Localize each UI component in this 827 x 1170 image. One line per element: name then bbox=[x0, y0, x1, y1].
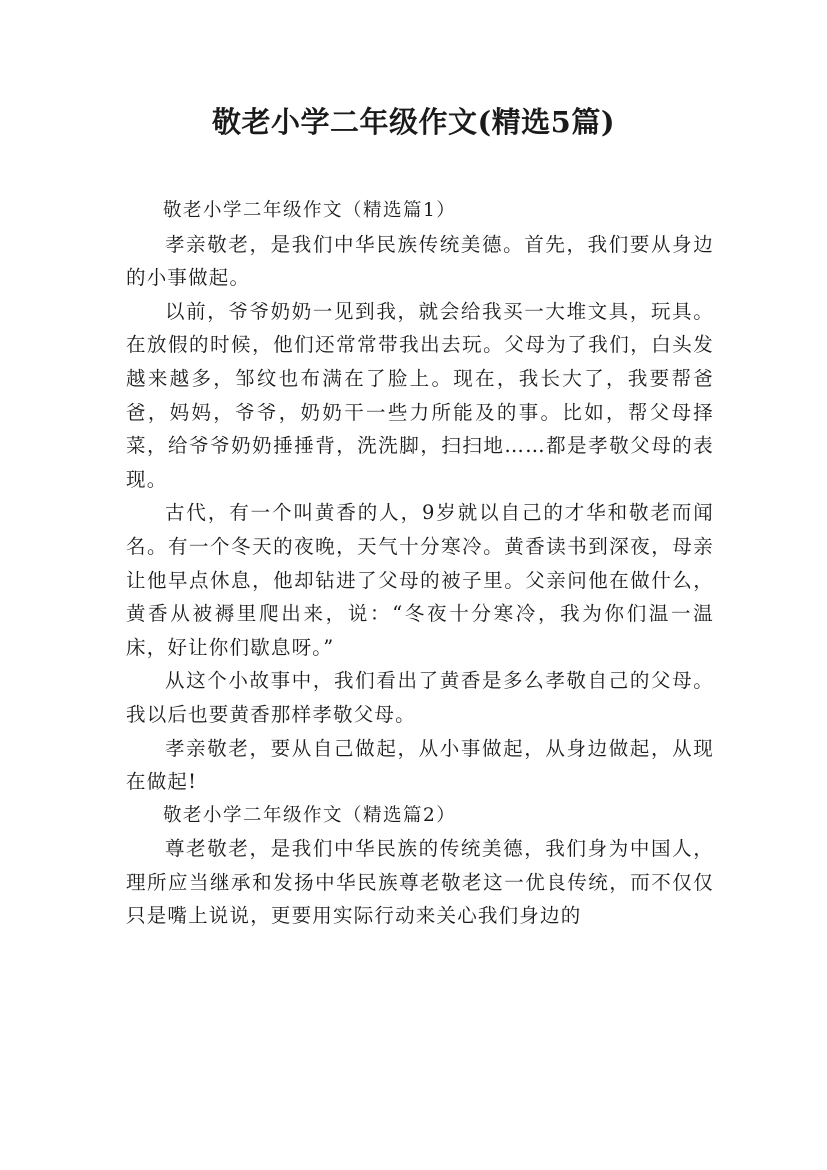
paragraph: 孝亲敬老，是我们中华民族传统美德。首先，我们要从身边的小事做起。 bbox=[126, 232, 714, 290]
paragraph: 以前，爷爷奶奶一见到我，就会给我买一大堆文具，玩具。在放假的时候，他们还常常带我出去玩。父母为了我们，白头发越来越多，邹纹也布满在了脸上。现在，我长大了，我要帮爸爸，妈妈，爷爷，奶奶干一些力所能及的事。比如，帮父母择菜，给爷爷奶奶捶捶背，洗洗脚，扫扫地……都是孝敬父母的表现。 bbox=[126, 299, 714, 491]
paragraph: 尊老敬老，是我们中华民族的传统美德，我们身为中国人，理所应当继承和发扬中华民族尊老敬老这一优良传统，而不仅仅只是嘴上说说，更要用实际行动来关心我们身边的 bbox=[126, 837, 714, 928]
paragraph: 孝亲敬老，要从自己做起，从小事做起，从身边做起，从现在做起! bbox=[126, 736, 714, 794]
document-title: 敬老小学二年级作文(精选5篇) bbox=[211, 105, 616, 139]
paragraph: 从这个小故事中，我们看出了黄香是多么孝敬自己的父母。我以后也要黄香那样孝敬父母。 bbox=[126, 669, 714, 726]
section-heading-2: 敬老小学二年级作文（精选篇2） bbox=[163, 804, 457, 826]
section-heading-1: 敬老小学二年级作文（精选篇1） bbox=[163, 200, 457, 221]
paragraph: 古代，有一个叫黄香的人，9岁就以自己的才华和敬老而闻名。有一个冬天的夜晚，天气十分寒冷。黄香读书到深夜，母亲让他早点休息，他却钻进了父母的被子里。父亲问他在做什么，黄香从被褥里爬出来，说：“冬夜十分寒冷，我为你们温一温床，好让你们歇息呀。” bbox=[126, 501, 714, 659]
document-body bbox=[126, 194, 714, 933]
